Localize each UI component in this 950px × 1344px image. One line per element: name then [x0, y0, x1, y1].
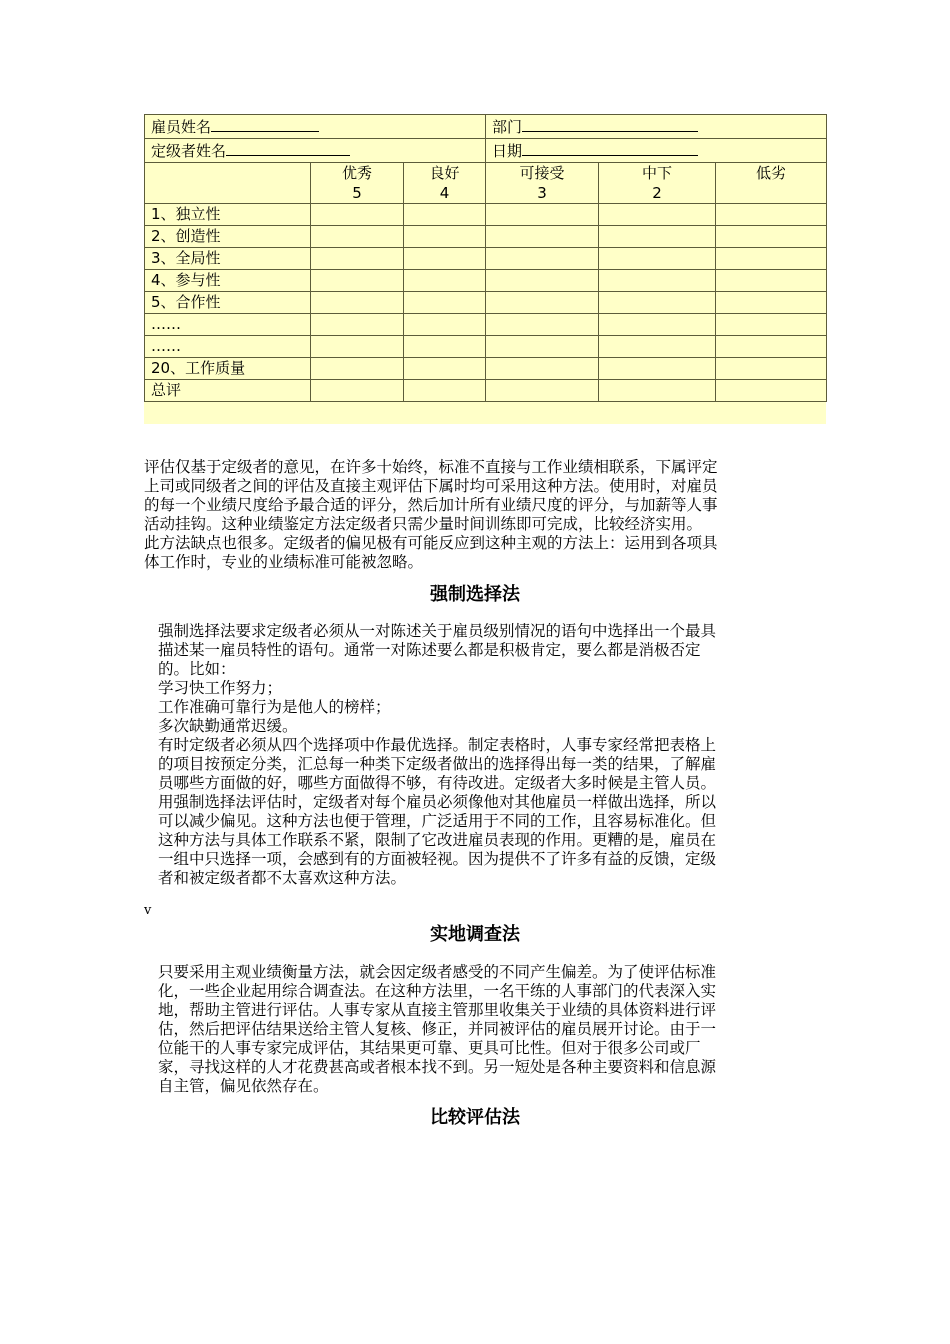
date-cell: [486, 139, 827, 163]
rating-cell[interactable]: [716, 226, 827, 248]
rating-cell[interactable]: [599, 204, 716, 226]
trait-row: [145, 292, 827, 314]
text-line: 位能干的人事专家完成评估，其结果更可靠、更具可比性。但对于很多公司或厂: [158, 1039, 701, 1057]
field-review-paragraph: [158, 963, 804, 1096]
rating-header-excellent: 优秀 5: [311, 163, 404, 204]
text-line: 有时定级者必须从四个选择项中作最优选择。制定表格时，人事专家经常把表格上: [158, 736, 717, 754]
trait-row: [145, 248, 827, 270]
rating-table: [144, 114, 827, 402]
text-line: 自主管，偏见依然存在。: [158, 1077, 329, 1095]
text-line: 活动挂钩。这种业绩鉴定方法定级者只需少量时间训练即可完成，比较经济实用。: [144, 515, 703, 533]
trait-label: 20、工作质量: [145, 358, 311, 380]
trait-row: [145, 358, 827, 380]
rating-cell[interactable]: [486, 226, 599, 248]
rating-cell[interactable]: [404, 248, 486, 270]
rating-cell[interactable]: [599, 380, 716, 402]
text-line: 体工作时，专业的业绩标准可能被忽略。: [144, 553, 424, 571]
trait-label: 1、独立性: [145, 204, 311, 226]
rating-cell[interactable]: [311, 270, 404, 292]
rating-cell[interactable]: [311, 380, 404, 402]
text-line: 的项目按预定分类，汇总每一种类下定级者做出的选择得出每一类的结果，了解雇: [158, 755, 717, 773]
rating-cell[interactable]: [404, 358, 486, 380]
department-blank: [522, 115, 698, 132]
date-blank: [522, 139, 698, 156]
text-line: 员哪些方面做的好，哪些方面做得不够，有待改进。定级者大多时候是主管人员。: [158, 774, 717, 792]
rating-header-row: [145, 163, 827, 204]
rating-cell[interactable]: [486, 248, 599, 270]
rating-cell[interactable]: [486, 204, 599, 226]
rating-cell[interactable]: [716, 380, 827, 402]
text-line: 工作准确可靠行为是他人的榜样；: [158, 698, 391, 716]
rating-cell[interactable]: [486, 314, 599, 336]
text-line: 估，然后把评估结果送给主管人复核、修正，并同被评估的雇员展开讨论。由于一: [158, 1020, 717, 1038]
rating-cell[interactable]: [486, 380, 599, 402]
intro-paragraph: [144, 458, 812, 572]
rating-cell[interactable]: [486, 270, 599, 292]
rating-cell[interactable]: [404, 314, 486, 336]
rater-name-cell: [145, 139, 486, 163]
rating-cell[interactable]: [311, 358, 404, 380]
rater-row: [145, 139, 827, 163]
text-line: 学习快工作努力；: [158, 679, 283, 697]
text-line: 强制选择法要求定级者必须从一对陈述关于雇员级别情况的语句中选择出一个最具: [158, 622, 717, 640]
rating-header-good: 良好 4: [404, 163, 486, 204]
text-line: 可以减少偏见。这种方法也便于管理，广泛适用于不同的工作，且容易标准化。但: [158, 812, 717, 830]
rating-header-poor: 低劣: [716, 163, 827, 204]
rating-cell[interactable]: [599, 270, 716, 292]
trait-row: [145, 226, 827, 248]
text-line: 描述某一雇员特性的语句。通常一对陈述要么都是积极肯定，要么都是消极否定: [158, 641, 701, 659]
rating-cell[interactable]: [716, 204, 827, 226]
employee-name-cell: [145, 115, 486, 139]
rating-cell[interactable]: [404, 380, 486, 402]
text-line: 地，帮助主管进行评估。人事专家从直接主管那里收集关于业绩的具体资料进行评: [158, 1001, 717, 1019]
overall-label: 总评: [145, 380, 311, 402]
trait-label: 4、参与性: [145, 270, 311, 292]
section-title-forced-choice: 强制选择法: [430, 584, 520, 605]
trait-row: [145, 204, 827, 226]
rating-cell[interactable]: [486, 358, 599, 380]
rating-form: [144, 114, 826, 424]
rating-header-acceptable: 可接受 3: [486, 163, 599, 204]
text-line: 的每一个业绩尺度给予最合适的评分，然后加计所有业绩尺度的评分，与加薪等人事: [144, 496, 718, 514]
date-label: 日期: [492, 142, 523, 160]
trait-label: 2、创造性: [145, 226, 311, 248]
rater-name-blank: [226, 139, 350, 156]
trait-label: 3、全局性: [145, 248, 311, 270]
text-line: 一组中只选择一项，会感到有的方面被轻视。因为提供不了许多有益的反馈，定级: [158, 850, 717, 868]
rating-cell[interactable]: [311, 204, 404, 226]
rating-cell[interactable]: [311, 226, 404, 248]
form-footer-band: [144, 402, 826, 424]
rating-cell[interactable]: [599, 292, 716, 314]
rating-cell[interactable]: [311, 314, 404, 336]
department-cell: [486, 115, 827, 139]
overall-row: [145, 380, 827, 402]
rating-cell[interactable]: [716, 270, 827, 292]
stray-mark: v: [144, 903, 152, 918]
trait-row: [145, 270, 827, 292]
rating-cell[interactable]: [716, 292, 827, 314]
text-line: 多次缺勤通常迟缓。: [158, 717, 298, 735]
rater-name-label: 定级者姓名: [151, 142, 227, 160]
rating-cell[interactable]: [404, 270, 486, 292]
rating-header-below-average: 中下 2: [599, 163, 716, 204]
rating-cell[interactable]: [404, 336, 486, 358]
section-title-field-review: 实地调查法: [430, 924, 520, 945]
rating-cell[interactable]: [599, 248, 716, 270]
header-empty-cell: [145, 163, 311, 204]
rating-cell[interactable]: [311, 248, 404, 270]
rating-cell[interactable]: [486, 292, 599, 314]
employee-row: [145, 115, 827, 139]
rating-cell[interactable]: [716, 336, 827, 358]
rating-cell[interactable]: [404, 226, 486, 248]
rating-cell[interactable]: [716, 314, 827, 336]
trait-label: 5、合作性: [145, 292, 311, 314]
text-line: 上司或同级者之间的评估及直接主观评估下属时均可采用这种方法。使用时，对雇员: [144, 477, 718, 495]
text-line: 用强制选择法评估时，定级者对每个雇员必须像他对其他雇员一样做出选择，所以: [158, 793, 717, 811]
rating-cell[interactable]: [716, 248, 827, 270]
text-line: 化，一些企业起用综合调查法。在这种方法里，一名干练的人事部门的代表深入实: [158, 982, 717, 1000]
rating-cell[interactable]: [311, 292, 404, 314]
rating-cell[interactable]: [311, 336, 404, 358]
text-line: 者和被定级者都不太喜欢这种方法。: [158, 869, 407, 887]
employee-name-blank: [211, 115, 319, 132]
rating-cell[interactable]: [404, 292, 486, 314]
rating-cell[interactable]: [599, 336, 716, 358]
rating-cell[interactable]: [599, 226, 716, 248]
rating-cell[interactable]: [716, 358, 827, 380]
employee-name-label: 雇员姓名: [151, 118, 212, 136]
text-line: 的。比如：: [158, 660, 236, 678]
trait-row: [145, 314, 827, 336]
rating-cell[interactable]: [599, 314, 716, 336]
text-line: 评估仅基于定级者的意见，在许多十始终，标准不直接与工作业绩相联系，下属评定: [144, 458, 718, 476]
trait-label: ……: [145, 336, 311, 358]
rating-cell[interactable]: [599, 358, 716, 380]
department-label: 部门: [492, 118, 523, 136]
trait-label: ……: [145, 314, 311, 336]
text-line: 只要采用主观业绩衡量方法，就会因定级者感受的不同产生偏差。为了使评估标准: [158, 963, 717, 981]
section-title-comparison: 比较评估法: [430, 1107, 520, 1128]
forced-choice-paragraph: [158, 622, 804, 888]
text-line: 此方法缺点也很多。定级者的偏见极有可能反应到这种主观的方法上：运用到各项具: [144, 534, 718, 552]
rating-cell[interactable]: [486, 336, 599, 358]
trait-row: [145, 336, 827, 358]
text-line: 这种方法与具体工作联系不紧，限制了它改进雇员表现的作用。更糟的是，雇员在: [158, 831, 717, 849]
rating-cell[interactable]: [404, 204, 486, 226]
text-line: 家，寻找这样的人才花费甚高或者根本找不到。另一短处是各种主要资料和信息源: [158, 1058, 717, 1076]
